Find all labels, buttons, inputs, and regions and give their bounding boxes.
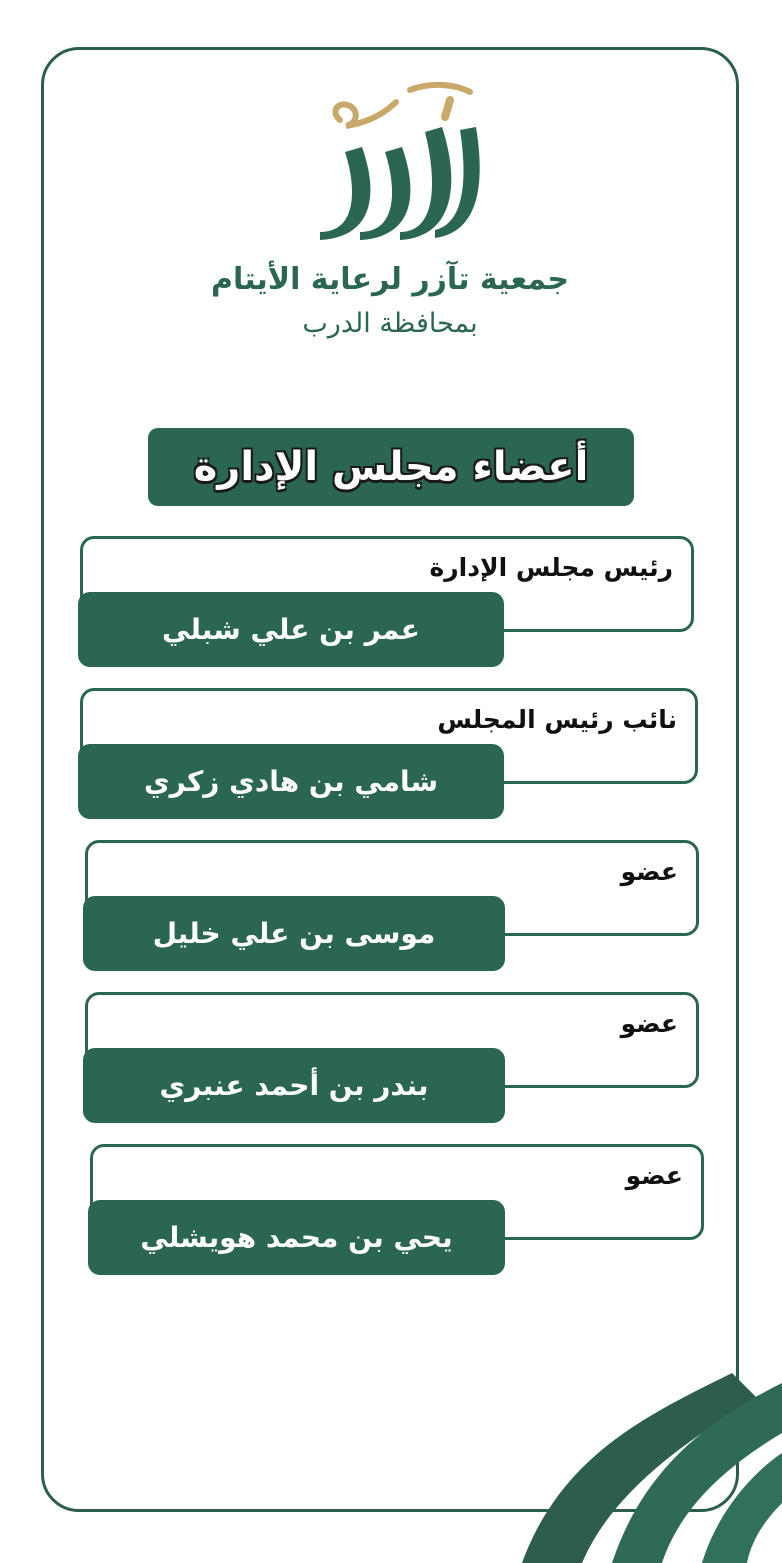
member-card <box>83 992 699 1124</box>
member-name: يحي بن محمد هويشلي <box>140 1221 453 1254</box>
member-role: عضو <box>620 857 678 886</box>
member-name: عمر بن علي شبلي <box>162 613 420 646</box>
member-role: نائب رئيس المجلس <box>437 705 677 734</box>
member-name-pill <box>88 1200 505 1275</box>
member-role: عضو <box>620 1009 678 1038</box>
decorative-stripes-icon <box>502 1303 782 1563</box>
member-name-pill <box>83 1048 505 1123</box>
member-card <box>88 1144 704 1276</box>
member-card <box>78 536 694 668</box>
member-role: رئيس مجلس الإدارة <box>429 553 673 582</box>
member-name-pill <box>83 896 505 971</box>
board-members-banner <box>148 428 634 506</box>
member-name: شامي بن هادي زكري <box>143 765 439 798</box>
member-name-pill <box>78 592 504 667</box>
organization-location: بمحافظة الدرب <box>302 308 478 339</box>
organization-name: جمعية تآزر لرعاية الأيتام <box>210 262 570 297</box>
member-card <box>78 688 698 820</box>
banner-title: أعضاء مجلس الإدارة <box>193 444 589 490</box>
member-name-pill <box>78 744 504 819</box>
member-name: موسى بن علي خليل <box>152 917 436 950</box>
member-name: بندر بن أحمد عنبري <box>159 1069 429 1102</box>
organization-logo-icon <box>300 72 490 247</box>
member-card <box>83 840 699 972</box>
member-role: عضو <box>625 1161 683 1190</box>
